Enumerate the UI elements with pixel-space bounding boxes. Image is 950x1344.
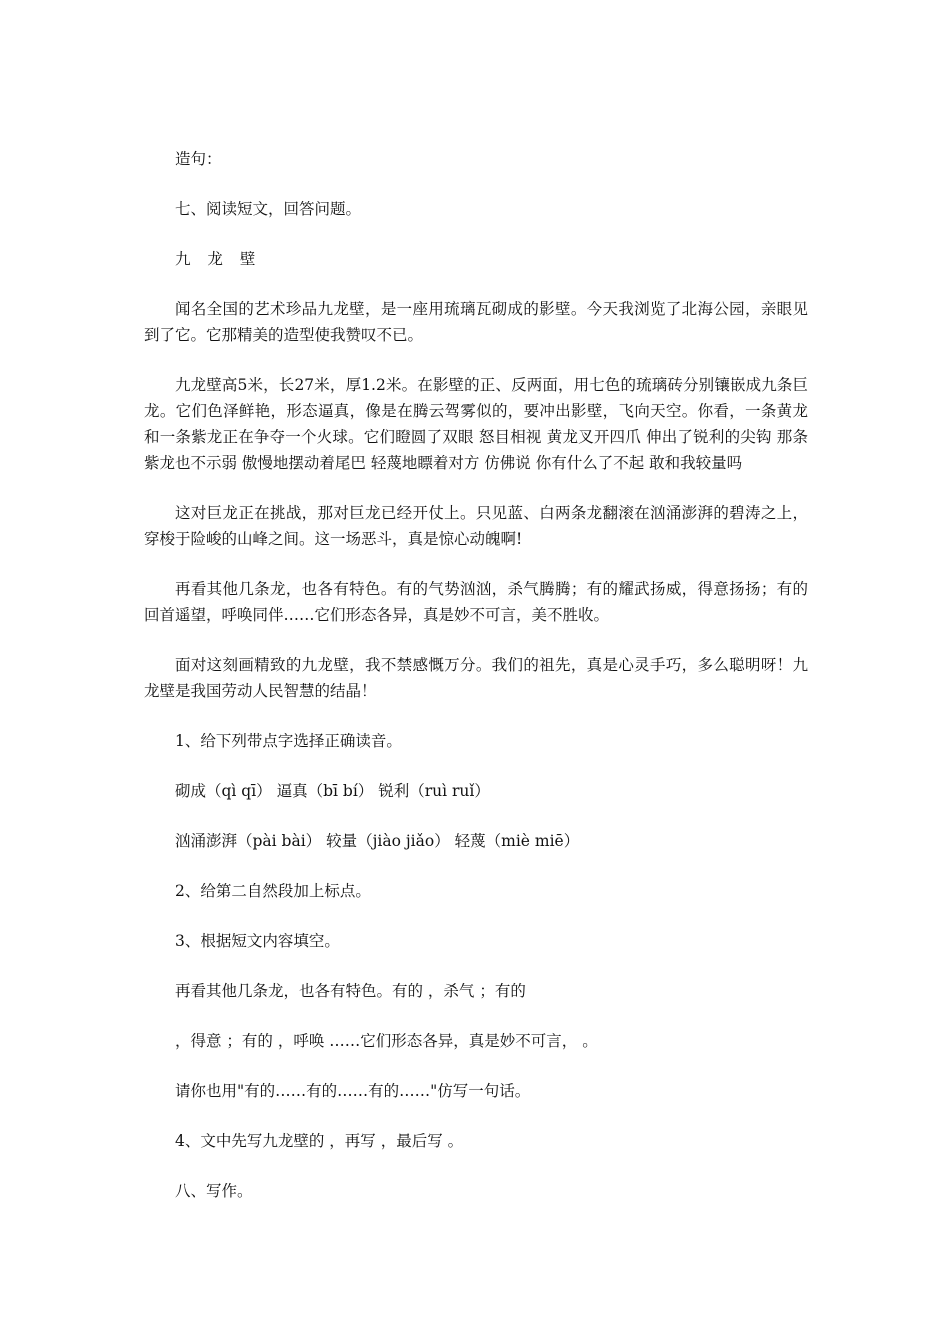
fill-blank-line: 再看其他几条龙，也各有特色。有的 ，杀气 ；有的 [175, 982, 526, 1000]
section-heading-writing: 八、写作。 [175, 1182, 253, 1200]
passage-title: 九 龙 壁 [175, 250, 262, 268]
pinyin-options-row: 汹涌澎湃（pài bài） 较量（jiào jiǎo） 轻蔑（miè miē） [175, 832, 580, 850]
question-2: 2、给第二自然段加上标点。 [175, 882, 371, 900]
sentence-making-label: 造句： [175, 150, 222, 168]
document-body [144, 146, 808, 1228]
fill-blank-line: ，得意 ；有的 ，呼唤 ……它们形态各异，真是妙不可言， 。 [175, 1032, 598, 1050]
imitation-prompt: 请你也用"有的……有的……有的……"仿写一句话。 [175, 1082, 531, 1100]
section-heading-reading: 七、阅读短文，回答问题。 [175, 200, 362, 218]
pinyin-options-row: 砌成（qì qī） 逼真（bī bí） 锐利（ruì ruǐ） [175, 782, 490, 800]
question-3: 3、根据短文内容填空。 [175, 932, 340, 950]
passage-paragraph: 闻名全国的艺术珍品九龙壁，是一座用琉璃瓦砌成的影壁。今天我浏览了北海公园，亲眼见到了它。它那精美的造型使我赞叹不已。 [144, 300, 808, 344]
passage-paragraph: 九龙壁高5米，长27米，厚1.2米。在影壁的正、反两面，用七色的琉璃砖分别镶嵌成九条巨龙。它们色泽鲜艳，形态逼真，像是在腾云驾雾似的，要冲出影壁，飞向天空。你看，一条黄龙和一条紫龙正在争夺一个火球。它们瞪圆了双眼 怒目相视 黄龙叉开四爪 伸出了锐利的尖钩 那条紫龙也不示弱 傲慢地摆动着尾巴 轻蔑地瞟着对方 仿佛说 你有什么了不起 敢和我较量吗 [144, 376, 808, 472]
question-1: 1、给下列带点字选择正确读音。 [175, 732, 402, 750]
passage-paragraph: 再看其他几条龙，也各有特色。有的气势汹汹，杀气腾腾；有的耀武扬威，得意扬扬；有的回首遥望，呼唤同伴……它们形态各异，真是妙不可言，美不胜收。 [144, 580, 808, 624]
passage-paragraph: 这对巨龙正在挑战，那对巨龙已经开仗上。只见蓝、白两条龙翻滚在汹涌澎湃的碧涛之上，穿梭于险峻的山峰之间。这一场恶斗，真是惊心动魄啊! [144, 504, 808, 548]
passage-paragraph: 面对这刻画精致的九龙壁，我不禁感慨万分。我们的祖先，真是心灵手巧，多么聪明呀！九龙壁是我国劳动人民智慧的结晶！ [144, 656, 808, 700]
question-4: 4、文中先写九龙壁的 ，再写 ，最后写 。 [175, 1132, 464, 1150]
